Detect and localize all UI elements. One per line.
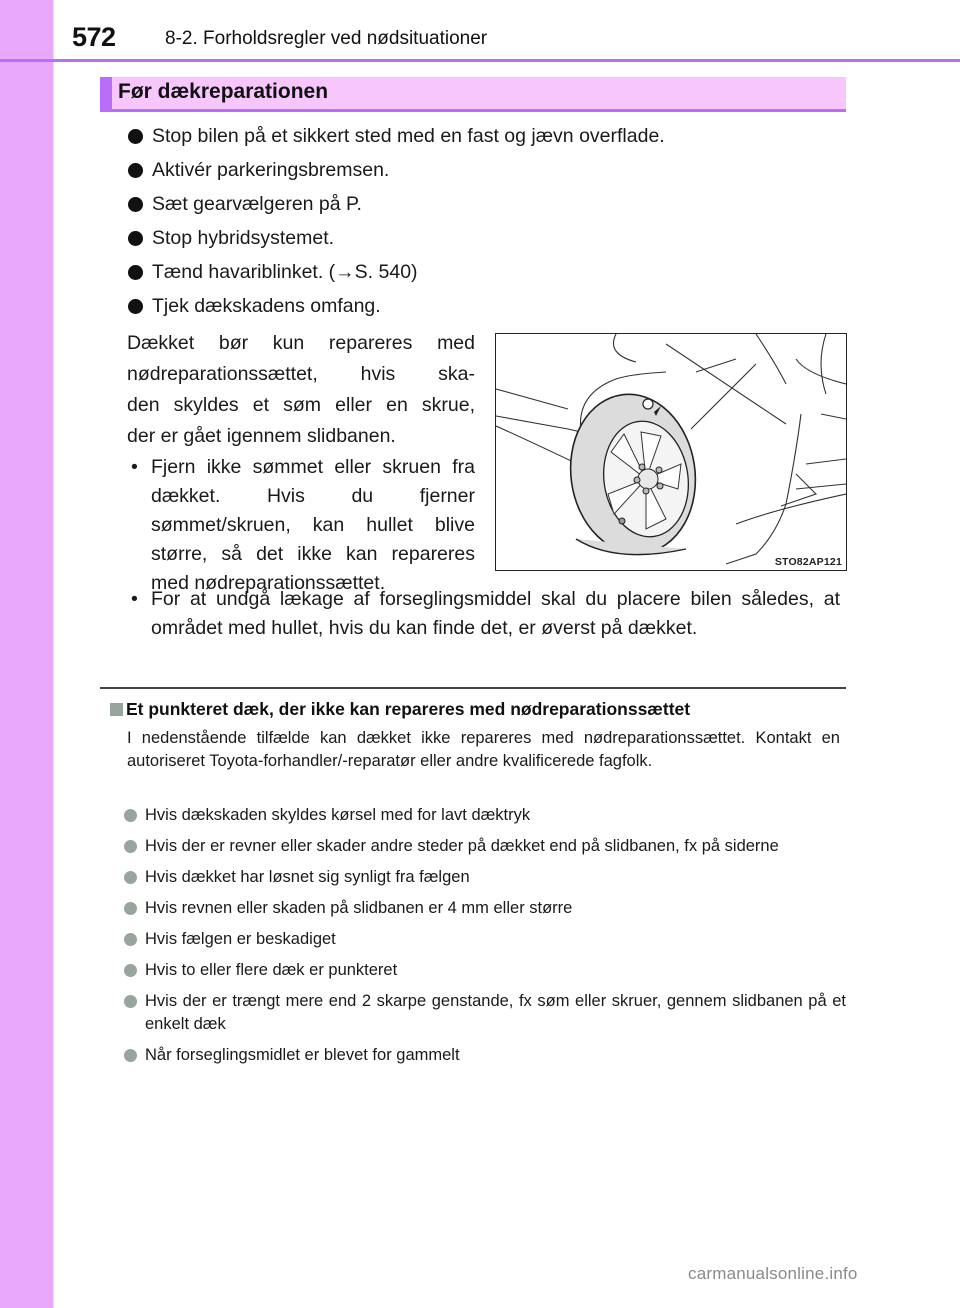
bullet-icon [128,265,143,280]
sub-bullet-item: • Fjern ikke sømmet eller skruen fra dækket. Hvis du fjerner sømmet/skruen, kan hullet blive større, så det ikke kan repareres med nødreparationssættet. [127,453,475,598]
grey-bullet-icon [124,995,137,1008]
grey-bullet-icon [124,902,137,915]
grey-bullet-icon [124,840,137,853]
condition-item: Hvis dækskaden skyldes kørsel med for lavt dæktryk [124,804,846,827]
non-repairable-conditions-list [124,804,846,1075]
bullet-icon [128,299,143,314]
chapter-title: 8-2. Forholdsregler ved nødsituationer [165,28,488,49]
condition-item: Hvis to eller flere dæk er punkteret [124,959,846,982]
figure-code: STO82AP121 [774,556,842,568]
grey-bullet-icon [124,1049,137,1062]
condition-item: Hvis der er trængt mere end 2 skarpe genstande, fx søm eller skruer, gennem slidbanen på et enkelt dæk [124,990,846,1036]
grey-bullet-icon [124,809,137,822]
grey-bullet-icon [124,871,137,884]
condition-item: Når forseglingsmidlet er blevet for gammelt [124,1044,846,1067]
subsection-intro: I nedenstående tilfælde kan dækket ikke repareres med nødreparationssættet. Kontakt en autoriseret Toyota-forhandler/-reparatør eller andre kvalificerede fagfolk. [127,729,840,770]
page-number: 572 [72,22,116,52]
preparation-steps-list [124,123,665,327]
bullet-icon [128,197,143,212]
step-item: Stop bilen på et sikkert sted med en fast og jævn overflade. [124,123,665,157]
flat-tire-illustration [495,333,847,571]
condition-item: Hvis dækket har løsnet sig synligt fra fælgen [124,866,846,889]
subsection-heading: Et punkteret dæk, der ikke kan repareres med nødreparationssættet [110,699,690,720]
bullet-icon [128,163,143,178]
section-heading-box [100,77,846,112]
grey-bullet-icon [124,964,137,977]
subsection-divider [100,687,846,689]
watermark-link[interactable]: carmanualsonline.info [688,1264,858,1283]
sub-bullet-item: • For at undgå lækage af forseglingsmiddel skal du placere bilen således, at området med hullet, hvis du kan finde det, er øverst på dækket. [127,585,840,643]
condition-item: Hvis fælgen er beskadiget [124,928,846,951]
square-marker-icon [110,703,123,716]
small-bullet-icon: • [131,456,138,478]
bullet-icon [128,231,143,246]
condition-item: Hvis der er revner eller skader andre steder på dækket end på slidbanen, fx på siderne [124,835,846,858]
condition-item: Hvis revnen eller skaden på slidbanen er 4 mm eller større [124,897,846,920]
small-bullet-icon: • [131,588,138,610]
bullet-icon [128,129,143,144]
step-item: Aktivér parkeringsbremsen. [124,157,665,191]
repair-condition-paragraph: Dækket bør kun repareres med nødreparationssættet, hvis ska- den skyldes et søm eller en skrue, der er gået igennem slidbanen. [127,332,475,447]
step-item: Sæt gearvælgeren på P. [124,191,665,225]
header-divider [0,59,960,62]
step-item-page-reference[interactable]: Tænd havariblinket. (→S. 540) [124,259,665,293]
flat-tire-drawing [496,334,846,570]
page-sidebar-tab [0,0,54,1308]
section-title: Før dækreparationen [118,80,329,103]
step-item: Stop hybridsystemet. [124,225,665,259]
section-heading-accent-bar [100,77,112,112]
step-item: Tjek dækskadens omfang. [124,293,665,327]
grey-bullet-icon [124,933,137,946]
